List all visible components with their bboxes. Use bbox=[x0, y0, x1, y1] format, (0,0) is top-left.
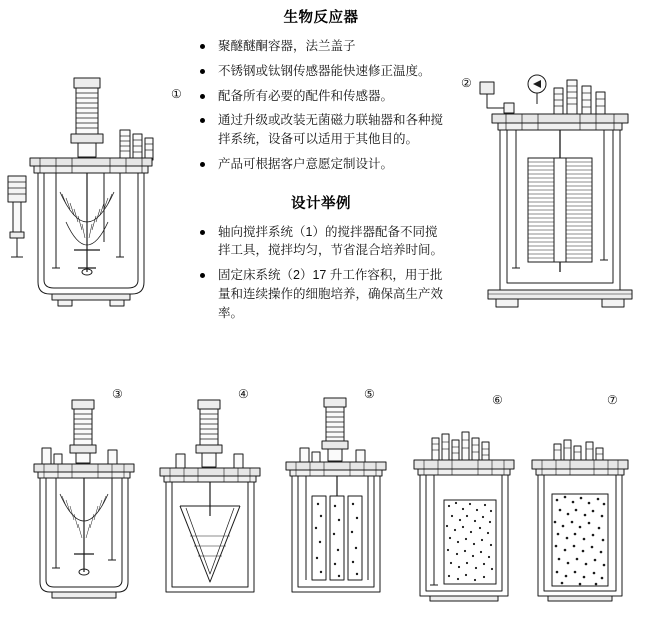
text-column bbox=[196, 6, 446, 328]
list-item: 产品可根据客户意愿定制设计。 bbox=[196, 155, 446, 174]
list-item: 不锈钢或钛钢传感器能快速修正温度。 bbox=[196, 62, 446, 81]
design-example-list bbox=[196, 223, 446, 323]
list-item: 固定床系统（2）17 升工作容积，用于批量和连续操作的细胞培养，确保高生产效率。 bbox=[196, 266, 446, 322]
design-examples-title: 设计举例 bbox=[291, 195, 351, 212]
figure-marker-3: ③ bbox=[112, 387, 123, 401]
figure-4-bioreactor bbox=[146, 396, 276, 611]
figure-marker-6: ⑥ bbox=[492, 393, 503, 407]
figure-marker-1: ① bbox=[171, 87, 182, 101]
list-item: 聚醚醚酮容器，法兰盖子 bbox=[196, 37, 446, 56]
figure-7-bioreactor bbox=[516, 436, 646, 616]
page-title: 生物反应器 bbox=[283, 10, 359, 26]
feature-list bbox=[196, 37, 446, 174]
figure-marker-4: ④ bbox=[238, 387, 249, 401]
list-item: 配备所有必要的配件和传感器。 bbox=[196, 87, 446, 106]
figure-1-axial-stirred-bioreactor bbox=[0, 72, 180, 322]
list-item: 轴向搅拌系统（1）的搅拌器配备不同搅拌工具，搅拌均匀，节省混合培养时间。 bbox=[196, 223, 446, 261]
list-item: 通过升级或改装无菌磁力联轴器和各种搅拌系统，设备可以适用于其他目的。 bbox=[196, 111, 446, 149]
figure-6-bioreactor bbox=[400, 430, 530, 615]
figure-5-bioreactor bbox=[272, 392, 402, 612]
figure-marker-5: ⑤ bbox=[364, 387, 375, 401]
figure-2-fixed-bed-bioreactor bbox=[470, 62, 650, 332]
figure-marker-2: ② bbox=[461, 76, 472, 90]
figure-3-bioreactor bbox=[20, 396, 150, 611]
figure-marker-7: ⑦ bbox=[607, 393, 618, 407]
